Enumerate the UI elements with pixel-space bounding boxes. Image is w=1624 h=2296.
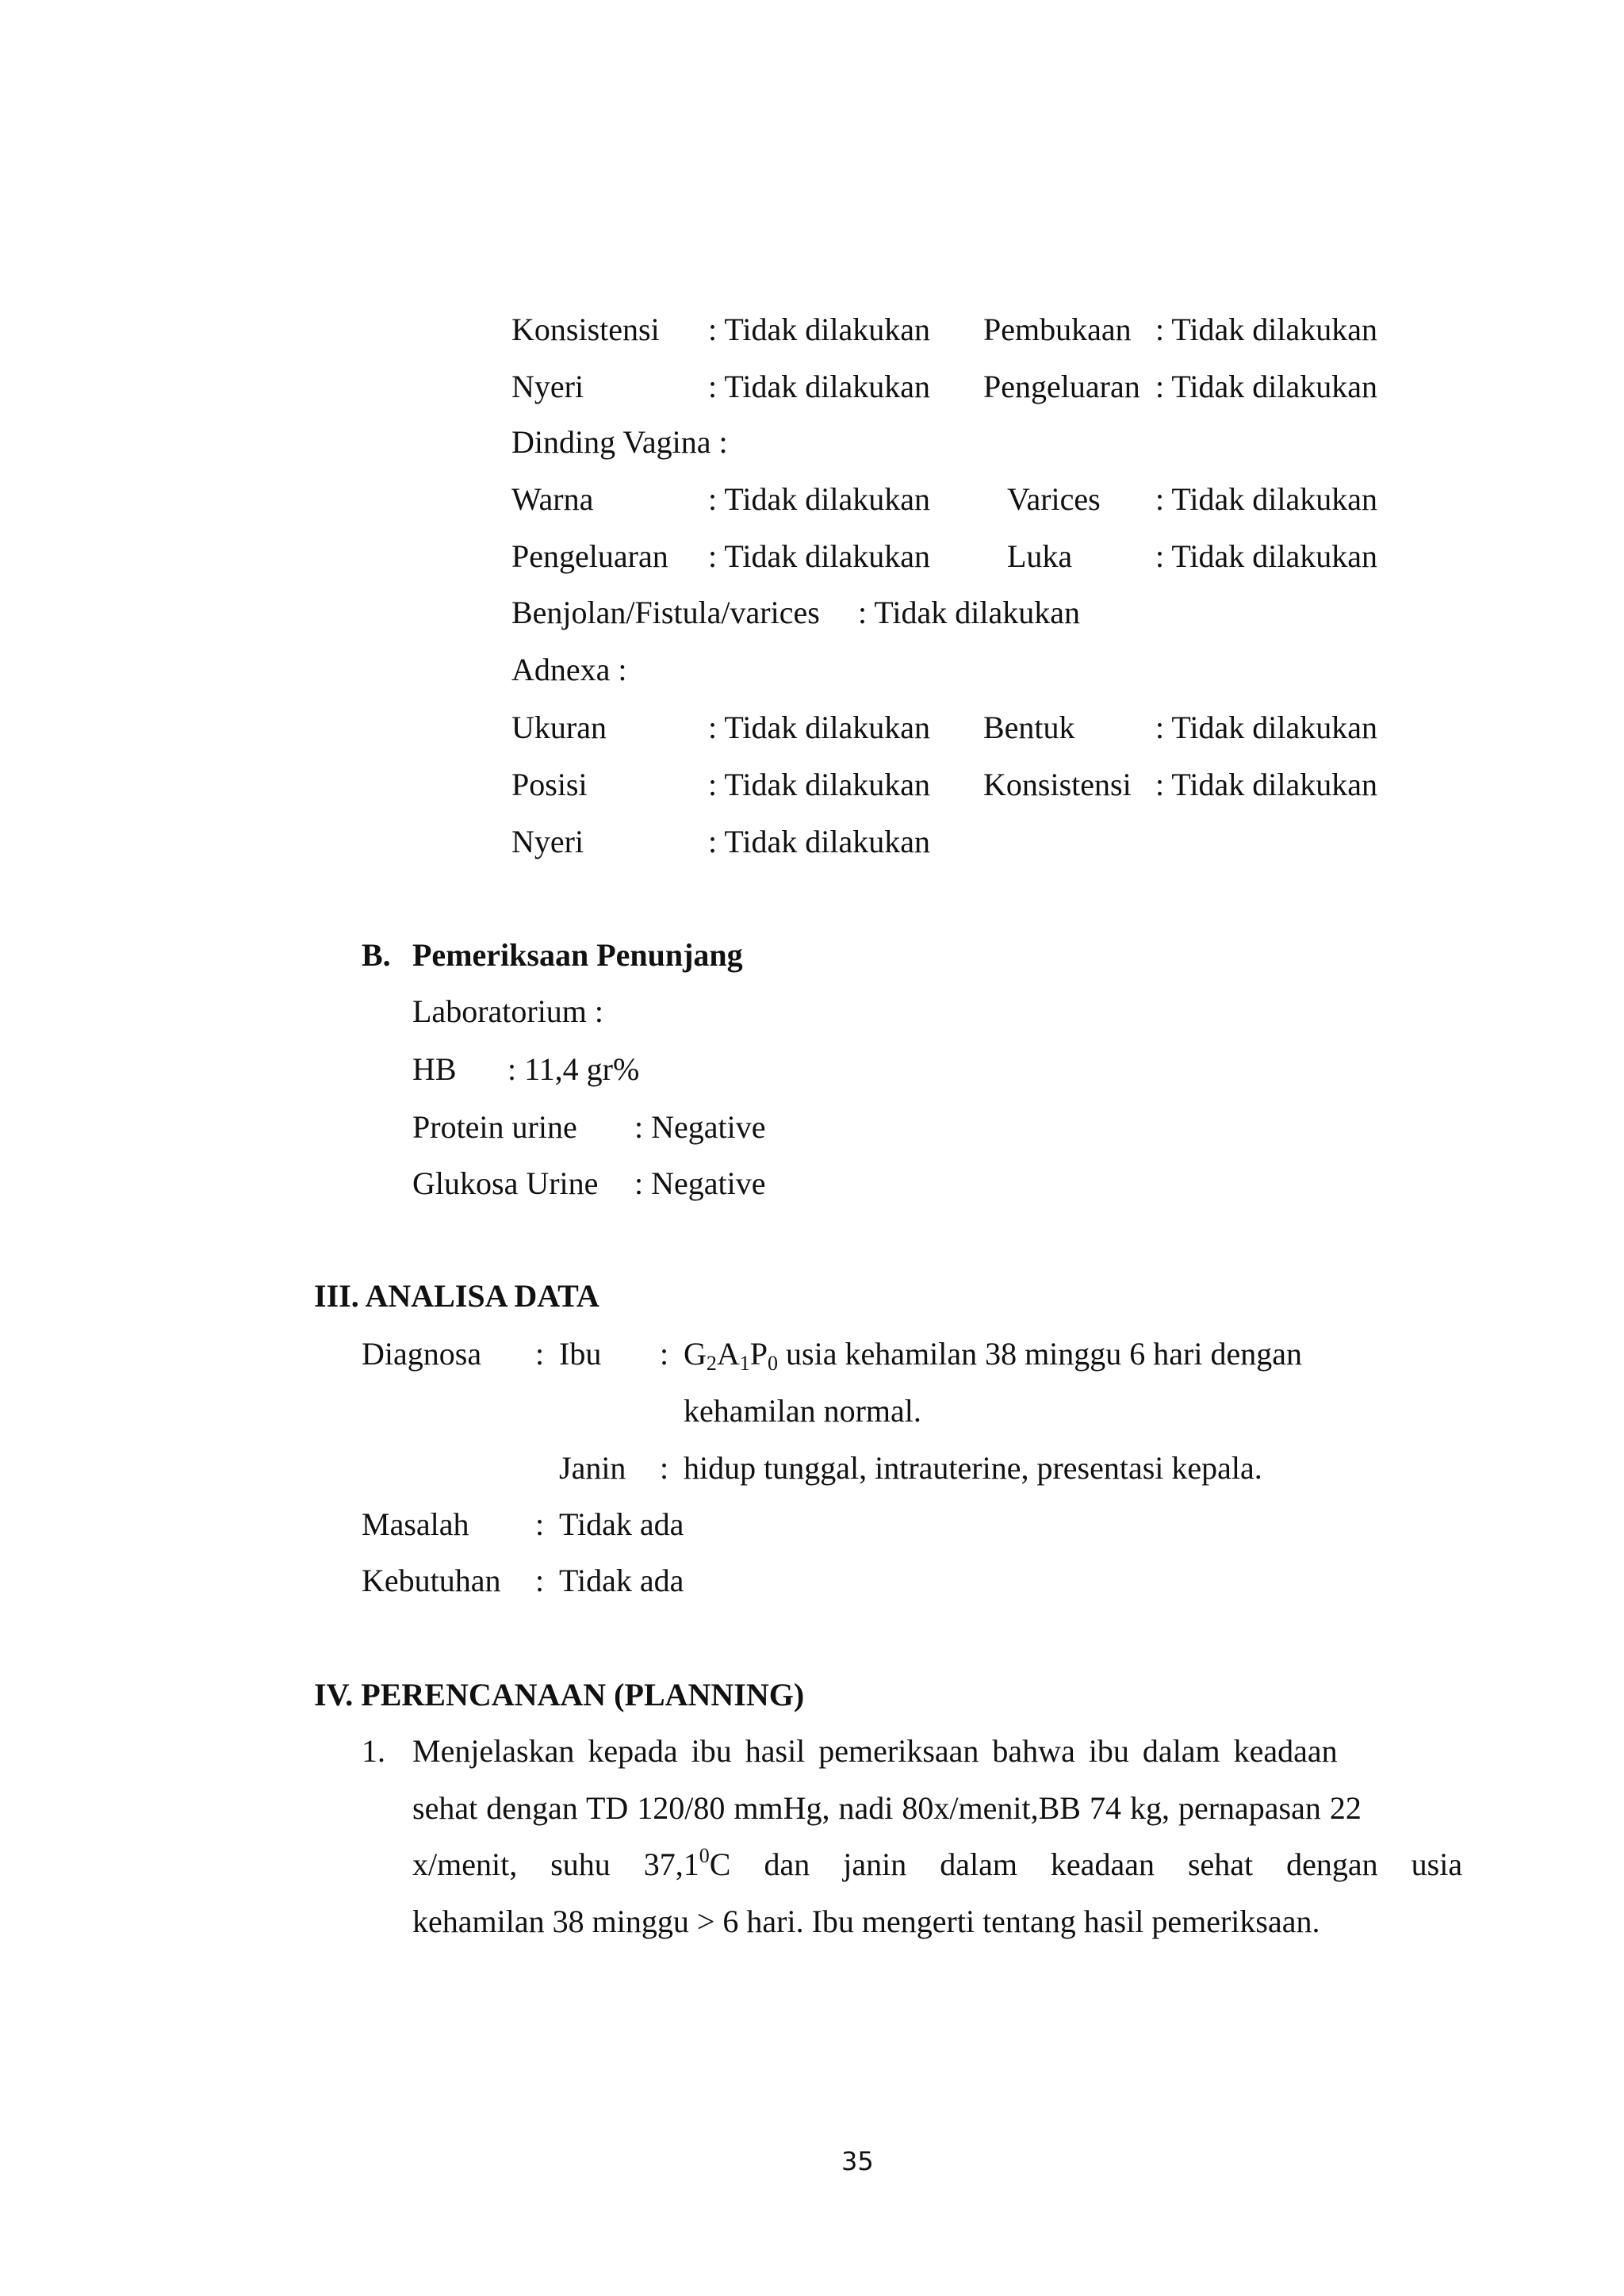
field-label: Pengeluaran [983,369,1140,404]
janin-label: Janin [559,1450,626,1486]
field-label: Ukuran [511,710,607,745]
kebutuhan-label: Kebutuhan [362,1563,501,1598]
field-value: : Tidak dilakukan [708,767,931,802]
planning-line: sehat dengan TD 120/80 mmHg, nadi 80x/menit,BB 74 kg, pernapasan 22 [412,1790,1362,1826]
field-value: : 11,4 gr% [508,1051,640,1087]
field-label: Benjolan/Fistula/varices [511,595,820,630]
kebutuhan-value: Tidak ada [559,1563,684,1598]
planning-line: kehamilan 38 minggu > 6 hari. Ibu mengerti tentang hasil pemeriksaan. [412,1904,1320,1939]
lab-heading: Laboratorium : [412,993,604,1029]
field-label: Konsistensi [511,312,660,347]
field-label: Nyeri [511,369,584,404]
field-value: : Negative [634,1109,766,1145]
field-label: Konsistensi [983,767,1132,802]
colon: : [535,1506,545,1542]
masalah-value: Tidak ada [559,1506,684,1542]
section-b-marker: B. [362,937,391,973]
section-iv-heading: IV. PERENCANAAN (PLANNING) [314,1677,805,1712]
colon: : [660,1336,669,1372]
field-label: Pembukaan [983,312,1132,347]
field-value: : Tidak dilakukan [708,312,931,347]
field-label: Protein urine [412,1109,577,1145]
field-label: Posisi [511,767,588,802]
colon: : [535,1336,545,1372]
dinding-vagina-heading: Dinding Vagina : [511,424,728,460]
field-value: : Tidak dilakukan [708,481,931,517]
field-label: Varices [1007,481,1101,517]
field-value: : Tidak dilakukan [708,824,931,859]
planning-item-number: 1. [362,1733,385,1769]
field-value: : Tidak dilakukan [1155,312,1378,347]
field-value: : Tidak dilakukan [708,538,931,574]
field-value: : Tidak dilakukan [708,710,931,745]
field-label: Pengeluaran [511,538,668,574]
field-value: : Tidak dilakukan [1155,369,1378,404]
field-value: : Tidak dilakukan [708,369,931,404]
masalah-label: Masalah [362,1506,469,1542]
field-value: : Tidak dilakukan [1155,710,1378,745]
field-label: HB [412,1051,457,1087]
planning-line: x/menit, suhu 37,1$^0$C dan janin dalam keadaan sehat dengan usia [412,1844,1463,1882]
section-b-title: Pemeriksaan Penunjang [412,937,743,973]
colon: : [535,1563,545,1598]
ibu-label: Ibu [559,1336,602,1372]
field-value: : Tidak dilakukan [858,595,1081,630]
ibu-diagnosis: $G_2A_1P_0$ usia kehamilan 38 minggu 6 hari dengan [684,1336,1302,1375]
adnexa-heading: Adnexa : [511,652,627,687]
janin-diagnosis: hidup tunggal, intrauterine, presentasi kepala. [684,1450,1262,1486]
field-value: : Tidak dilakukan [1155,481,1378,517]
field-label: Luka [1007,538,1073,574]
field-label: Nyeri [511,824,584,859]
field-label: Bentuk [983,710,1075,745]
ibu-diagnosis-cont: kehamilan normal. [684,1393,921,1429]
diagnosa-label: Diagnosa [362,1336,482,1372]
field-value: : Negative [634,1165,766,1201]
field-label: Glukosa Urine [412,1165,599,1201]
page-number: 35 [841,2146,874,2176]
colon: : [660,1450,669,1486]
field-value: : Tidak dilakukan [1155,767,1378,802]
planning-line: Menjelaskan kepada ibu hasil pemeriksaan bahwa ibu dalam keadaan [412,1733,1338,1769]
field-label: Warna [511,481,594,517]
section-iii-heading: III. ANALISA DATA [314,1278,599,1314]
field-value: : Tidak dilakukan [1155,538,1378,574]
